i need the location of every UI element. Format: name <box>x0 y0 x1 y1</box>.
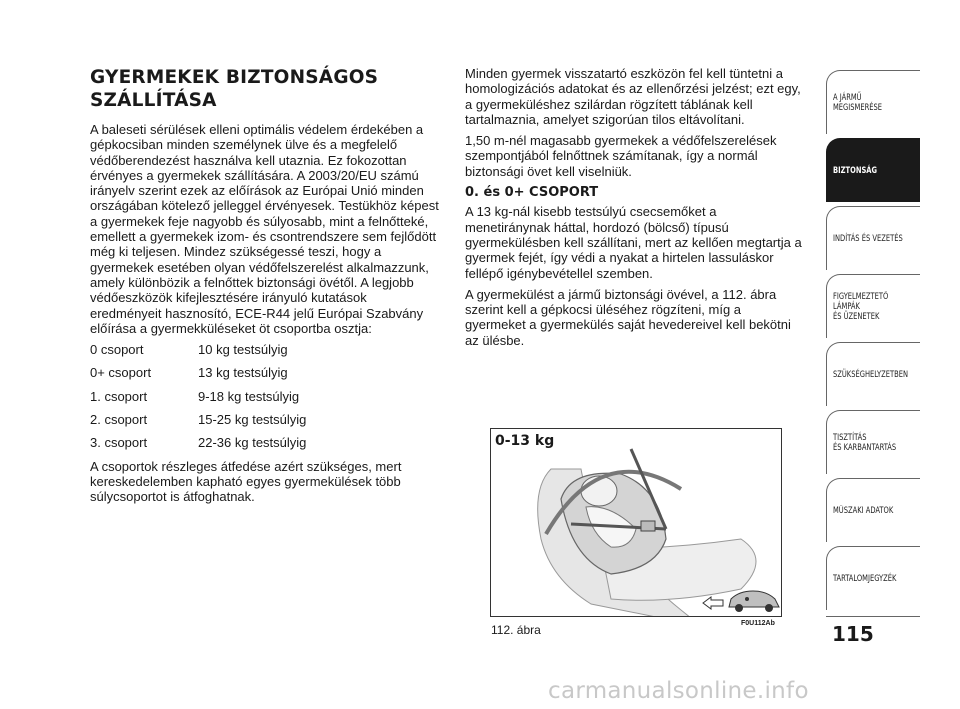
figure-code: F0U112Ab <box>741 620 775 627</box>
group-row <box>90 435 440 450</box>
intro-paragraph: A baleseti sérülések elleni optimális védelem érdekében a gépkocsiban minden személynek ülve és a megfelelő védőberendezést használva kell utaznia. Ez fokozottan érvényes a gyermekek szállítására. A 2003/20/EU számú irányelv szerint ezek az előírások az Európai Unió minden országában kötelező jelleggel érvényesek. Testükhöz képest a gyermekek feje nagyobb és súlyosabb, mint a felnőtteké, emellett a gyermekek izom- és csontrendszere sem fejlődött még ki teljesen. Mindez szükségessé teszi, hogy a gyermekek esetében olyan védőfelszerelést alkalmazzunk, amely különbözik a felnőttek biztonsági övétől. A legjobb védőeszközök kifejlesztésére irányuló kutatások eredményeit hasznosító, ECE-R44 jelű Európai Szabvány előírása a gyermekküléseket öt csoportba osztja: <box>90 122 439 336</box>
group-row <box>90 412 440 427</box>
section-title: GYERMEKEK BIZTONSÁGOS SZÁLLÍTÁSA <box>90 67 379 111</box>
group-name: 1. csoport <box>90 388 148 404</box>
group-name: 2. csoport <box>90 412 148 428</box>
tab-tisztitas-es-karbantartas[interactable]: TISZTÍTÁS ÉS KARBANTARTÁS <box>826 410 920 474</box>
figure-illustration <box>490 428 782 617</box>
tab-figyelmezteto-lampak[interactable]: FIGYELMEZTETŐ LÁMPÁK ÉS ÜZENETEK <box>826 274 920 338</box>
group-heading: 0. és 0+ CSOPORT <box>465 185 599 201</box>
tab-szukseghelyzetben[interactable]: SZÜKSÉGHELYZETBEN <box>826 342 920 406</box>
group-row <box>90 365 440 380</box>
group-weight: 10 kg testsúlyig <box>198 342 288 358</box>
group-weight: 13 kg testsúlyig <box>198 365 288 381</box>
group-list <box>90 342 440 450</box>
figure-weight-label: 0-13 kg <box>495 433 555 449</box>
group-weight: 9-18 kg testsúlyig <box>198 388 300 404</box>
group-weight: 22-36 kg testsúlyig <box>198 435 307 451</box>
tab-inditas-es-vezetes[interactable]: INDÍTÁS ÉS VEZETÉS <box>826 206 920 270</box>
group-name: 0 csoport <box>90 342 144 358</box>
tab-a-jarmu-megismerese[interactable]: A JÁRMŰ MEGISMERÉSE <box>826 70 920 134</box>
group-name: 3. csoport <box>90 435 148 451</box>
left-column <box>90 66 440 511</box>
group-name: 0+ csoport <box>90 365 152 381</box>
watermark: carmanualsonline.info <box>548 678 809 704</box>
chapter-sidebar <box>826 70 920 617</box>
page-number: 115 <box>832 622 874 646</box>
group-weight: 15-25 kg testsúlyig <box>198 412 307 428</box>
tab-biztonsag[interactable]: BIZTONSÁG <box>826 138 920 202</box>
car-icon <box>729 591 779 612</box>
right-column <box>465 66 805 354</box>
tab-muszaki-adatok[interactable]: MŰSZAKI ADATOK <box>826 478 920 542</box>
child-seat-illustration <box>491 429 782 617</box>
tab-tartalomjegyzek[interactable]: TARTALOMJEGYZÉK <box>826 546 920 610</box>
group-row <box>90 389 440 404</box>
overlap-paragraph: A csoportok részleges átfedése azért szükséges, mert kereskedelemben kapható egyes gyermekülések több súlycsoportot is átfoghatnak. <box>90 458 402 505</box>
figure-caption: 112. ábra <box>491 623 541 637</box>
sidebar-divider <box>826 616 920 617</box>
mounting-paragraph: A gyermekülést a jármű biztonsági övével, a 112. ábra szerint kell a gépkocsi üléséhez rögzíteni, míg a gyermeket a gyermekülés saját hevedereivel kell bekötni az ülésbe. <box>465 286 791 348</box>
homologation-paragraph: Minden gyermek visszatartó eszközön fel kell tüntetni a homologizációs adatokat és az ellenőrzési jelzést; ezt egy, a gyermeküléshez szilárdan rögzített táblának kell tartalmaznia, amelyet szigorúan tilos eltávolítani. <box>465 66 801 127</box>
adult-height-paragraph: 1,50 m-nél magasabb gyermekek a védőfelszerelések szempontjából felnőttnek számítanak, így a normál biztonsági övet kell viselniük. <box>465 133 777 179</box>
infant-paragraph: A 13 kg-nál kisebb testsúlyú csecsemőket a menetiránynak háttal, hordozó (bölcső) típusú gyermekülésben kell szállítani, mert az kellően megtartja a gyermek fejét, így védi a nyakat a hirtelen lassuláskor fellépő igénybevétellel szemben. <box>465 204 802 281</box>
group-row <box>90 342 440 357</box>
